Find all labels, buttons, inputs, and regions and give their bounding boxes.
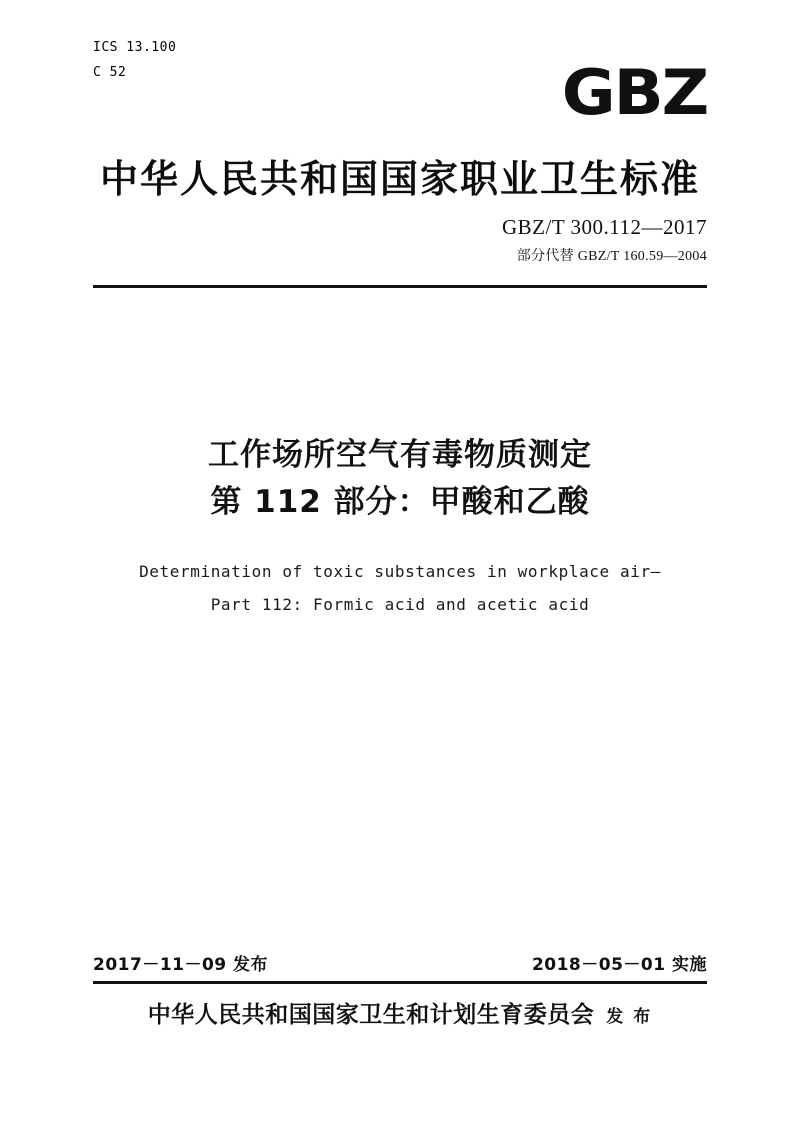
standard-replaces-note: 部分代替 GBZ/T 160.59—2004: [516, 249, 707, 264]
document-title-en-line2: Part 112: Formic acid and acetic acid: [210, 594, 590, 614]
issue-date: 2017－11－09 发布: [93, 955, 269, 975]
gbz-logo: GBZ: [561, 56, 707, 129]
issue-word: 发 布: [606, 1007, 653, 1027]
footer-dates: [93, 950, 707, 975]
ics-number: ICS 13.100: [93, 40, 177, 55]
standard-code: GBZ/T 300.112—2017: [501, 215, 707, 239]
document-title-cn-line2: 第 112 部分：甲酸和乙酸: [210, 483, 590, 520]
ics-classification-block: [93, 36, 176, 85]
issuing-authority: [0, 996, 800, 1029]
document-title-cn: [0, 432, 800, 525]
ccs-number: C 52: [93, 64, 127, 80]
document-title-cn-line1: 工作场所空气有毒物质测定: [208, 437, 592, 473]
issuing-authority-name: 中华人民共和国国家卫生和计划生育委员会: [147, 1002, 595, 1028]
effective-date: 2018－05－01 实施: [531, 955, 707, 975]
national-standard-title: 中华人民共和国国家职业卫生标准: [99, 157, 700, 201]
document-title-en-line1: Determination of toxic substances in workplace air—: [139, 562, 661, 581]
footer-divider: [93, 981, 707, 984]
header-divider: [93, 285, 707, 288]
document-title-en: [0, 556, 800, 622]
